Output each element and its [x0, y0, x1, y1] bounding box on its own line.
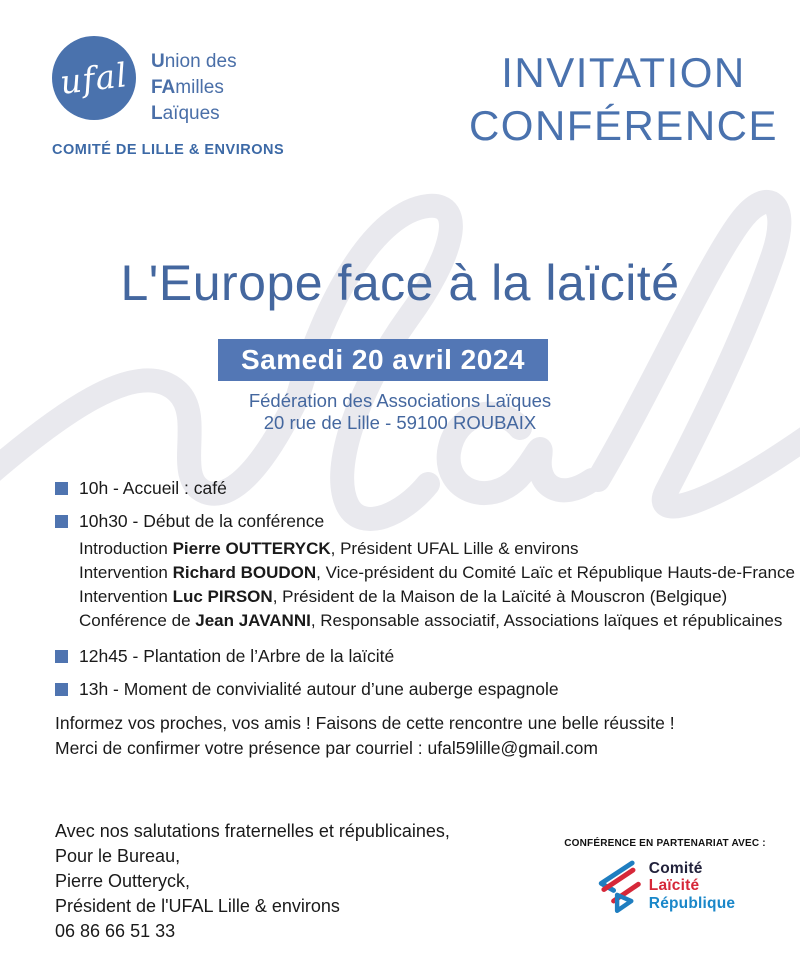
clr-logo-line: Comité — [648, 859, 703, 877]
comite-laicite-republique-logo — [560, 858, 770, 914]
venue-address: 20 rue de Lille - 59100 ROUBAIX — [263, 412, 537, 433]
call-to-action — [55, 711, 675, 761]
brand-block — [52, 36, 284, 158]
bullet-square-icon — [55, 515, 68, 528]
invitation-heading — [469, 46, 778, 152]
org-line: Laïques — [151, 103, 220, 124]
invitation-heading-line1: INVITATION — [501, 49, 746, 96]
venue-block — [0, 390, 800, 434]
signature-line: 06 86 66 51 33 — [55, 921, 176, 941]
agenda-item-label: 12h45 - Plantation de l’Arbre de la laïcité — [79, 646, 395, 666]
conference-title: L'Europe face à la laïcité — [120, 254, 680, 311]
partner-label: CONFÉRENCE EN PARTENARIAT AVEC : — [564, 838, 766, 849]
signature-line: Avec nos salutations fraternelles et républicaines, — [55, 821, 450, 841]
speaker-name: Richard BOUDON — [172, 563, 317, 582]
agenda-sublines — [79, 537, 800, 633]
agenda-speaker-line: Introduction Pierre OUTTERYCK, Président UFAL Lille & environs — [79, 539, 579, 558]
bullet-square-icon — [55, 683, 68, 696]
partner-block — [560, 838, 770, 914]
signature-line: Pour le Bureau, — [55, 846, 181, 866]
date-banner: Samedi 20 avril 2024 — [218, 339, 548, 381]
agenda-item — [55, 511, 800, 633]
agenda-item — [55, 679, 800, 699]
speaker-name: Jean JAVANNI — [195, 611, 311, 630]
clr-flag-icon — [595, 858, 641, 914]
agenda-item-label: 10h - Accueil : café — [79, 478, 227, 498]
bullet-square-icon — [55, 650, 68, 663]
agenda-item — [55, 646, 800, 666]
cta-line1: Informez vos proches, vos amis ! Faisons de cette rencontre une belle réussite ! — [55, 713, 675, 733]
ufal-logo-text: ufal — [58, 54, 130, 102]
signature-line: Président de l'UFAL Lille & environs — [55, 896, 340, 916]
bullet-square-icon — [55, 482, 68, 495]
invitation-heading-line2: CONFÉRENCE — [468, 102, 778, 149]
committee-label: COMITÉ DE LILLE & ENVIRONS — [52, 142, 285, 158]
agenda-item — [55, 478, 800, 498]
org-line: Union des — [151, 51, 237, 72]
speaker-name: Pierre OUTTERYCK — [172, 539, 331, 558]
cta-line2: Merci de confirmer votre présence par courriel : ufal59lille@gmail.com — [55, 738, 598, 758]
agenda-speaker-line: Conférence de Jean JAVANNI, Responsable associatif, Associations laïques et républicaines — [79, 611, 783, 630]
speaker-name: Luc PIRSON — [172, 587, 273, 606]
venue-name: Fédération des Associations Laïques — [248, 390, 552, 411]
agenda-speaker-line: Intervention Luc PIRSON, Président de la Maison de la Laïcité à Mouscron (Belgique) — [79, 587, 728, 606]
agenda-speaker-line: Intervention Richard BOUDON, Vice-président du Comité Laïc et République Hauts-de-France — [79, 563, 795, 582]
clr-logo-line: Laïcité — [648, 877, 700, 895]
clr-logo-line: République — [648, 894, 736, 912]
ufal-logo-icon — [52, 36, 136, 120]
org-name — [151, 36, 237, 127]
agenda-item-label: 13h - Moment de convivialité autour d’une auberge espagnole — [79, 679, 559, 699]
agenda — [55, 478, 800, 712]
signature-line: Pierre Outteryck, — [55, 871, 191, 891]
agenda-item-label: 10h30 - Début de la conférence — [79, 511, 325, 531]
clr-logo-text — [649, 860, 735, 913]
org-line: FAmilles — [151, 77, 224, 98]
signature-block — [55, 819, 450, 944]
